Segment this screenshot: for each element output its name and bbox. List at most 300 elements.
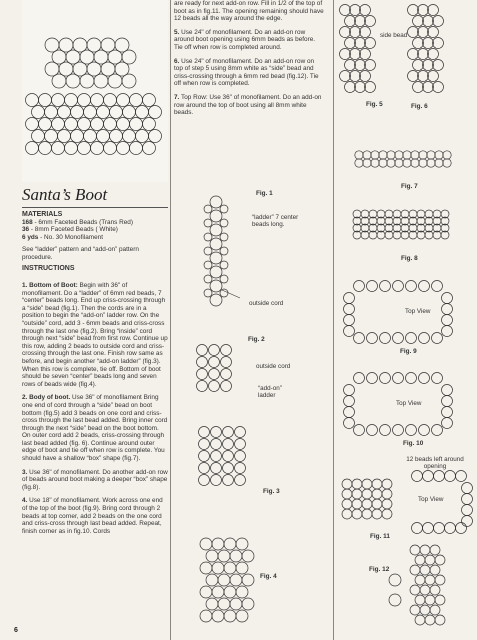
bead — [435, 151, 443, 159]
bead — [344, 407, 355, 418]
bead — [428, 71, 439, 82]
bead — [345, 60, 356, 71]
bead — [352, 499, 362, 509]
bead — [462, 505, 473, 516]
bead — [410, 565, 420, 575]
bead — [218, 574, 230, 586]
bead — [406, 281, 417, 292]
bead — [445, 471, 456, 482]
bead — [432, 281, 443, 292]
bead — [242, 550, 254, 562]
bead — [408, 5, 419, 16]
bead — [197, 345, 208, 356]
bead — [218, 550, 230, 562]
bead — [432, 373, 443, 384]
boot-photo — [22, 0, 168, 182]
bead — [367, 281, 378, 292]
bead — [442, 396, 453, 407]
bead — [224, 610, 236, 622]
bead — [382, 509, 392, 519]
step-paragraph: 6. Use 24" of monofilament. Do an add-on row on top of step 5 using 8mm white as “side” bead and criss-crossing through a 6mm red bead (fig.12). Tie off when row is completed. — [174, 57, 319, 88]
bead — [415, 555, 425, 565]
bead — [365, 16, 376, 27]
ladder-annotation: “ladder” 7 center beads long. — [252, 214, 299, 229]
bead — [419, 281, 430, 292]
bead — [210, 224, 222, 236]
bead — [365, 82, 376, 93]
bead — [389, 574, 401, 586]
bead — [433, 38, 444, 49]
column-divider — [333, 0, 334, 640]
materials-line: 36 - 8mm Faceted Beads ( White) — [22, 226, 118, 234]
bead — [344, 315, 355, 326]
bead — [199, 439, 210, 450]
fig2-label: Fig. 2 — [248, 336, 265, 343]
bead — [419, 425, 430, 436]
bead — [242, 574, 254, 586]
bead — [413, 16, 424, 27]
bead — [210, 252, 222, 264]
bead — [433, 60, 444, 71]
bead — [423, 60, 434, 71]
bead — [230, 550, 242, 562]
bead — [435, 575, 445, 585]
bead — [235, 427, 246, 438]
bead — [430, 605, 440, 615]
bead — [211, 427, 222, 438]
bead — [224, 538, 236, 550]
bead — [362, 489, 372, 499]
bead — [235, 463, 246, 474]
bead — [393, 425, 404, 436]
page-number: 6 — [14, 627, 18, 634]
step-paragraph: 7. Top Row: Use 36" of monofilament. Do an add-on row around the top of boot using all 8mm white beads. — [174, 93, 322, 117]
fig2-diagram — [197, 345, 232, 392]
bead — [220, 289, 228, 297]
bead — [350, 71, 361, 82]
bead — [345, 38, 356, 49]
bead — [456, 523, 467, 534]
bead — [420, 605, 430, 615]
bead — [360, 49, 371, 60]
bead — [220, 247, 228, 255]
bead — [342, 499, 352, 509]
bead — [408, 49, 419, 60]
fig6-label: Fig. 6 — [411, 103, 428, 110]
bead — [365, 38, 376, 49]
bead — [367, 425, 378, 436]
bead — [212, 610, 224, 622]
bead — [379, 159, 387, 167]
bead — [395, 159, 403, 167]
fig5-label: Fig. 5 — [366, 101, 383, 108]
bead — [425, 575, 435, 585]
step-paragraph: are ready for next add-on row. Fill in 1/2 of the top of boot as in fig.11. The opening remaining should have 12 beads all the way around the edge. — [174, 0, 324, 23]
bead — [423, 38, 434, 49]
bead — [344, 326, 355, 337]
bead — [393, 373, 404, 384]
bead — [204, 219, 212, 227]
bead — [204, 205, 212, 213]
bead — [372, 489, 382, 499]
bead — [403, 159, 411, 167]
bead — [204, 289, 212, 297]
bead — [382, 489, 392, 499]
bead — [199, 427, 210, 438]
bead — [418, 49, 429, 60]
bead — [408, 71, 419, 82]
bead — [209, 345, 220, 356]
bead — [230, 598, 242, 610]
bead — [423, 523, 434, 534]
bead — [428, 27, 439, 38]
bead — [344, 396, 355, 407]
bead — [393, 281, 404, 292]
top-view-annotation: Top View — [396, 400, 422, 407]
bead — [462, 516, 473, 527]
bead — [224, 586, 236, 598]
bead — [430, 585, 440, 595]
bead — [344, 385, 355, 396]
bead — [211, 451, 222, 462]
bead — [212, 562, 224, 574]
bead — [204, 247, 212, 255]
bead — [418, 71, 429, 82]
fig4-label: Fig. 4 — [260, 573, 277, 580]
materials-heading: MATERIALS — [22, 211, 63, 218]
bead — [211, 463, 222, 474]
side-bead-annotation: side bead — [380, 32, 408, 39]
bead — [432, 333, 443, 344]
bead — [236, 610, 248, 622]
bead — [415, 575, 425, 585]
materials-line: 168 - 6mm Faceted Beads (Trans Red) — [22, 218, 133, 226]
bead — [406, 333, 417, 344]
bead — [342, 509, 352, 519]
bead — [200, 562, 212, 574]
bead — [236, 586, 248, 598]
bead — [456, 471, 467, 482]
bead — [352, 509, 362, 519]
bead — [435, 555, 445, 565]
bead — [211, 475, 222, 486]
bead — [354, 425, 365, 436]
bead — [355, 159, 363, 167]
bead — [420, 585, 430, 595]
top-view-annotation: Top View — [405, 308, 431, 315]
bead — [372, 499, 382, 509]
bead — [362, 479, 372, 489]
bead — [352, 489, 362, 499]
bead — [220, 219, 228, 227]
bead — [340, 5, 351, 16]
bead — [204, 233, 212, 241]
bead — [380, 333, 391, 344]
bead — [420, 565, 430, 575]
bead — [419, 333, 430, 344]
bead — [442, 293, 453, 304]
bead — [197, 381, 208, 392]
bead — [411, 151, 419, 159]
bead — [210, 196, 222, 208]
bead — [236, 538, 248, 550]
bead — [442, 304, 453, 315]
bead — [223, 427, 234, 438]
fig3-label: Fig. 3 — [263, 488, 280, 495]
bead — [210, 210, 222, 222]
top-view-annotation: Top View — [418, 496, 444, 503]
bead — [380, 281, 391, 292]
bead — [210, 238, 222, 250]
bead — [210, 266, 222, 278]
bead — [442, 315, 453, 326]
bead — [442, 407, 453, 418]
bead — [433, 82, 444, 93]
bead — [430, 545, 440, 555]
bead — [412, 523, 423, 534]
bead — [221, 369, 232, 380]
fig10-label: Fig. 10 — [403, 440, 424, 447]
bead — [372, 509, 382, 519]
materials-note: See “ladder” pattern and “add-on” pattern procedure. — [22, 246, 139, 261]
bead — [355, 38, 366, 49]
bead — [211, 439, 222, 450]
bead — [235, 475, 246, 486]
bead — [204, 275, 212, 283]
bead — [423, 471, 434, 482]
bead — [350, 5, 361, 16]
bead — [344, 304, 355, 315]
step-paragraph: 1. Bottom of Boot: Begin with 36" of monofilament. Do a “ladder” of 6mm red beads, 7 “center” beads long. End up criss-crossing through a “side” bead (fig.1). Then the cords are in a position to begin the “add-on” ladder row. On the “outside” cord, add 3 - 6mm beads and criss-cross through the last one (fig.2). Bring “inside” cord through next “side” bead from first row. Continue up this row, adding 2 beads to outside cord and criss-crossing through the last one. Finish row same as before, and begin another “add-on ladder” (fig.3). When this row is complete, tie off. Bottom of boot should be seven “center” beads long and seven rows of beads wide (fig.4). — [22, 282, 168, 388]
bead — [443, 159, 451, 167]
bead — [413, 60, 424, 71]
bead — [380, 425, 391, 436]
bead — [221, 345, 232, 356]
step-paragraph: 3. Use 36" of monofilament. Do another add-on row of beads around boot making a deeper “box” shape (fig.8). — [22, 468, 168, 491]
bead — [200, 538, 212, 550]
bead — [434, 523, 445, 534]
bead — [367, 333, 378, 344]
bead — [428, 5, 439, 16]
bead — [410, 545, 420, 555]
bead — [387, 151, 395, 159]
bead — [360, 5, 371, 16]
bead — [223, 475, 234, 486]
bead — [443, 151, 451, 159]
bead — [413, 38, 424, 49]
bead — [367, 373, 378, 384]
bead — [371, 151, 379, 159]
bead — [462, 483, 473, 494]
bead — [345, 16, 356, 27]
fig1-label: Fig. 1 — [256, 190, 273, 197]
bead — [344, 418, 355, 429]
steps-mid — [174, 0, 324, 117]
bead — [435, 595, 445, 605]
bead — [242, 598, 254, 610]
bead — [427, 151, 435, 159]
page-title: Santa’s Boot — [22, 185, 108, 204]
bead — [340, 27, 351, 38]
bead — [413, 82, 424, 93]
bead — [432, 425, 443, 436]
bead — [415, 615, 425, 625]
step-paragraph: 5. Use 24" of monofilament. Do an add-on row around boot opening using 6mm beads as before. Tie off when row is completed around. — [174, 28, 316, 51]
bead — [382, 479, 392, 489]
bead — [340, 71, 351, 82]
bead — [200, 586, 212, 598]
bead — [419, 373, 430, 384]
bead — [355, 60, 366, 71]
outside-cord-annotation: outside cord — [249, 300, 284, 307]
bead — [410, 585, 420, 595]
bead — [418, 27, 429, 38]
bead — [428, 49, 439, 60]
instructions-heading: INSTRUCTIONS — [22, 264, 75, 272]
bead — [224, 562, 236, 574]
bead — [212, 538, 224, 550]
bead — [415, 595, 425, 605]
bead — [209, 369, 220, 380]
bead — [354, 281, 365, 292]
column-divider — [170, 0, 171, 640]
bead — [410, 605, 420, 615]
bead — [236, 562, 248, 574]
bead — [387, 159, 395, 167]
bead — [442, 326, 453, 337]
bead — [403, 151, 411, 159]
bead — [206, 574, 218, 586]
bead — [363, 151, 371, 159]
fig3-diagram — [199, 427, 246, 486]
bead — [342, 489, 352, 499]
bead — [371, 159, 379, 167]
bead — [223, 451, 234, 462]
bead — [354, 373, 365, 384]
bead — [360, 27, 371, 38]
fig9-label: Fig. 9 — [400, 348, 417, 355]
bead — [380, 373, 391, 384]
bead — [220, 261, 228, 269]
bead — [204, 261, 212, 269]
bead — [425, 595, 435, 605]
bead — [435, 159, 443, 167]
bead — [221, 357, 232, 368]
mid-figures — [172, 170, 332, 640]
bead — [435, 615, 445, 625]
bead — [362, 499, 372, 509]
bead — [345, 82, 356, 93]
fig1-diagram — [204, 196, 228, 306]
bead — [365, 60, 376, 71]
bead — [355, 16, 366, 27]
bead — [199, 475, 210, 486]
fig8-label: Fig. 8 — [401, 255, 418, 262]
bead — [223, 439, 234, 450]
bead — [209, 357, 220, 368]
fig12-label: Fig. 12 — [369, 566, 390, 573]
bead — [197, 369, 208, 380]
bead — [389, 594, 401, 606]
bead — [355, 82, 366, 93]
bead — [423, 16, 434, 27]
bead — [418, 5, 429, 16]
right-figures — [335, 0, 477, 640]
bead — [362, 509, 372, 519]
bead — [445, 523, 456, 534]
materials-line: 6 yds - No. 30 Monofilament — [22, 233, 103, 241]
bead — [434, 471, 445, 482]
bead — [223, 463, 234, 474]
bead — [420, 545, 430, 555]
bead — [235, 439, 246, 450]
bead — [406, 373, 417, 384]
bead — [423, 82, 434, 93]
bead — [206, 598, 218, 610]
bead — [220, 205, 228, 213]
bead — [220, 233, 228, 241]
fig4-diagram — [200, 538, 254, 622]
bead — [433, 16, 444, 27]
bead — [363, 159, 371, 167]
bead — [412, 471, 423, 482]
bead — [209, 381, 220, 392]
bead — [199, 451, 210, 462]
title-rule — [22, 207, 168, 208]
bead — [379, 151, 387, 159]
materials-block — [22, 211, 168, 272]
bead — [462, 494, 473, 505]
bead — [430, 565, 440, 575]
bead — [419, 159, 427, 167]
bead — [419, 151, 427, 159]
bead — [200, 610, 212, 622]
bead — [199, 463, 210, 474]
bead — [354, 333, 365, 344]
bead — [352, 479, 362, 489]
bead — [210, 294, 222, 306]
bead — [344, 293, 355, 304]
addon-ladder-annotation: “add-on” ladder — [258, 385, 282, 400]
bead — [372, 479, 382, 489]
bead — [230, 574, 242, 586]
steps-left — [22, 282, 168, 535]
bead — [427, 159, 435, 167]
bead — [342, 479, 352, 489]
outside-cord-annotation: outside cord — [256, 363, 291, 370]
bead — [206, 550, 218, 562]
bead — [360, 71, 371, 82]
bead — [355, 151, 363, 159]
bead — [212, 586, 224, 598]
bead — [210, 280, 222, 292]
step-paragraph: 2. Body of boot. Use 36" of monofilament Bring one end of cord through a “side” bead on boot bottom (fig.5) add 3 beads on one cord and criss-cross through the last bead added. Bring inner cord through the next “side” bead on the boot bottom. On outer cord add 2 beads, criss-crossing through last bead added (fig. 6). Continue around outer edge of boot and tie off when row is complete. You should have a shallow “box” shape (fig.7). — [22, 394, 168, 463]
bead — [197, 357, 208, 368]
bead — [220, 275, 228, 283]
bead — [218, 598, 230, 610]
bead — [395, 151, 403, 159]
bead — [425, 615, 435, 625]
bead — [382, 499, 392, 509]
bead — [393, 333, 404, 344]
bead — [350, 27, 361, 38]
step-paragraph: 4. Use 18" of monofilament. Work across one end of the top of the boot (fig.9). Bring cord through 2 beads at top corner, add 2 beads on the one cord and criss-cross through last bead added. Repeat, finish corner as in fig.10. Cords — [22, 497, 163, 535]
bead — [235, 451, 246, 462]
fig7-label: Fig. 7 — [401, 183, 418, 190]
fig11-label: Fig. 11 — [370, 533, 390, 540]
bead — [442, 418, 453, 429]
bead — [411, 159, 419, 167]
